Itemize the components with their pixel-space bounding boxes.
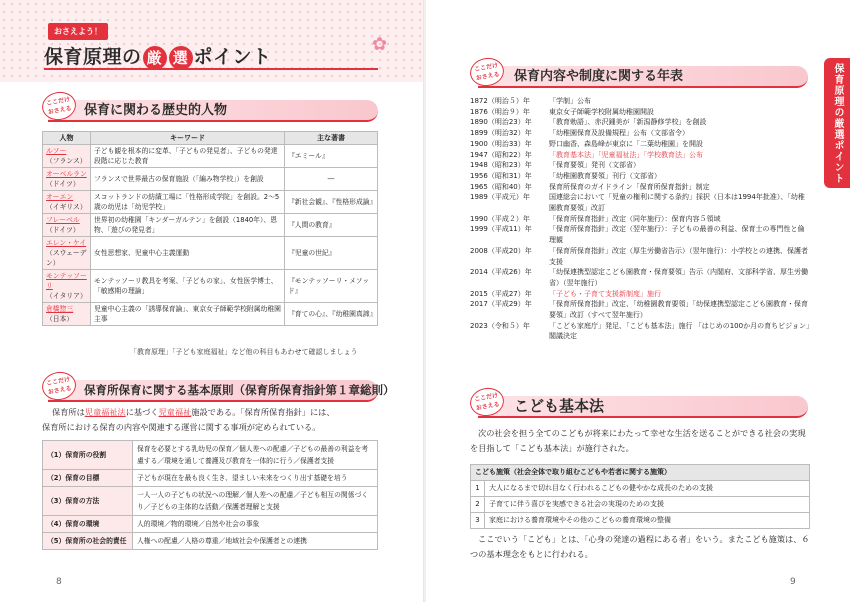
timeline-row: 1999（平成11）年 「保育所保育指針」改定（翌年施行）：子どもの最善の利益、保育士の専門性と倫理観	[470, 225, 805, 245]
timeline	[470, 96, 810, 342]
kokodake-badge: ここだけ おさえる	[468, 385, 506, 418]
timeline-row: 1948（昭和23）年 「保育要領」発刊（文部省）	[470, 161, 640, 170]
shisaku-table: こども施策（社会全体で取り組むこどもや若者に関する施策） 1 大人になるまで切れ目なく行われるこどもの健やかな成長のための支援 2 子育てに伴う喜びを実感できる社会の実現のための支援 3 家庭における養育環境やその他のこどもの養育環境の整備	[470, 464, 810, 529]
page-number: 8	[56, 577, 62, 587]
table-row: 2 子育てに伴う喜びを実感できる社会の実現のための支援	[471, 497, 810, 513]
kodomo-paragraph-2: ここでいう「こども」とは、「心身の発達の過程にある者」をいう。またこども施策は、６つの基本理念をもとに行われる。	[470, 534, 810, 559]
table-row: オーベルラン （ドイツ） フランスで世界最古の保育施設（「編み物学校」）を創設 ―	[43, 168, 378, 191]
flower-icon: ✿	[372, 34, 388, 55]
timeline-row: 2023（令和５）年 「こども家庭庁」発足、「こども基本法」施行 「はじめの100か月の育ちビジョン」閣議決定	[470, 321, 810, 341]
timeline-row: 1947（昭和22）年 「教育基本法」「児童福祉法」「学校教育法」公布	[470, 150, 703, 159]
kokodake-badge: ここだけ おさえる	[468, 55, 506, 88]
table-row: 3 家庭における養育環境やその他のこどもの養育環境の整備	[471, 513, 810, 529]
badge: おさえよう！	[48, 23, 108, 40]
table-row: フレーベル （ドイツ） 世界初の幼稚園「キンダーガルテン」を創設（1840年）、恩物、「遊びの発見者」 『人間の教育』	[43, 214, 378, 237]
section-heading-kodomo: こども基本法	[478, 396, 808, 418]
timeline-row: 2017（平成29）年 「保育所保育指針」改定、「幼稚園教育要領」「幼保連携型認定こども園教育・保育要領」改訂（すべて翌年施行）	[470, 300, 808, 320]
kokodake-badge: ここだけ おさえる	[40, 89, 78, 122]
table-row: エレン・ケイ （スウェーデン） 女性思想家、児童中心主義運動 『児童の世紀』	[43, 237, 378, 270]
timeline-row: 2008（平成20）年 「保育所保育指針」改定（厚生労働省告示）（翌年施行）：小学校との連携、保護者支援	[470, 246, 808, 266]
table-row: 倉橋惣三 （日本） 児童中心主義の「誘導保育論」、東京女子師範学校附属幼稚園主事 『育ての心』、『幼稚園真諦』	[43, 303, 378, 326]
timeline-row: 1899（明治32）年 「幼稚園保育及設備規程」公布（文部省令）	[470, 129, 689, 138]
left-page	[0, 0, 424, 602]
timeline-row: 2015（平成27）年 「子ども・子育て支援新制度」施行	[470, 289, 661, 298]
table-row: モンテッソーリ （イタリア） モンテッソーリ教具を考案、「子どもの家」、女性医学博士、「敏感期の理論」 『モンテッソーリ・メソッド』	[43, 270, 378, 303]
intro-paragraph: 保育所は児童福祉法に基づく児童福祉施設である。「保育所保育指針」には、	[52, 407, 335, 417]
table-row: （1）保育所の役割 保育を必要とする乳幼児の保育／個人差への配慮／子どもの最善の利益を考慮する／環境を通して養護及び教育を一体的に行う／保護者支援	[43, 441, 378, 470]
table-row: （2）保育の目標 子どもが現在を最も良く生き、望ましい未来をつくり出す基礎を培う	[43, 470, 378, 487]
timeline-row: 1990（平成２）年 「保育所保育指針」改定（同年施行）：保育内容５領域	[470, 214, 721, 223]
timeline-row: 1989（平成元）年 国連総会において「児童の権利に関する条約」採択（日本は1994年批准）、「幼稚園教育要領」改訂	[470, 193, 805, 213]
table-row: 1 大人になるまで切れ目なく行われるこどもの健やかな成長のための支援	[471, 481, 810, 497]
table-row: （3）保育の方法 一人一人の子どもの状況への理解／個人差への配慮／子ども相互の関係づくり／子どもの主体的な活動／保護者理解と支援	[43, 487, 378, 516]
page-number: 9	[790, 577, 796, 587]
table-note: 「教育原理」「子ども家庭福祉」など他の科目もあわせて確認しましょう	[130, 348, 358, 356]
section-heading-principles: 保育所保育に関する基本原則（保育所保育指針第１章総則）	[48, 380, 378, 402]
timeline-row: 2014（平成26）年 「幼保連携型認定こども園教育・保育要領」告示（内閣府、文部科学省、厚生労働省）（翌年施行）	[470, 268, 808, 287]
kokodake-badge: ここだけ おさえる	[40, 369, 78, 402]
section-heading-people: 保育に関わる歴史的人物	[48, 100, 378, 122]
timeline-row: 1956（昭和31）年 「幼稚園教育要領」刊行（文部省）	[470, 171, 661, 180]
side-tab: 保育原理の厳選ポイント	[824, 58, 850, 188]
page-title: 保育原理の 厳 選 ポイント	[44, 46, 272, 68]
table-row: オーエン （イギリス） スコットランドの紡績工場に「性格形成学院」を創設。2～5歳の幼児は「幼児学校」 『新社会観』、『性格形成論』	[43, 191, 378, 214]
people-table: 人物 キーワード 主な著書 ルソー （フランス） 子ども観を根本的に変革、「子どもの発見者」、子どもの発達段階に応じた教育 『エミール』 オーベルラン （ドイツ） フランスで世界最古の保育施設（「編み物学校」）を創設 ― オーエン （イギリス） スコットランドの紡績工場に「性格形成学院」を創設。2～5歳の幼児は「幼児学校」 『新社会観』、『性格形成論』 フレーベル （ドイツ） 世界初の幼稚園「キンダーガルテン」を創設（1840年）、恩物、「遊びの発見者」 『人間の教育』 エレン・ケイ （スウェーデン） 女性思想家、児童中心主義運動 『児童の世紀』 モンテッソーリ （イタリア） モンテッソーリ教具を考案、「子どもの家」、女性医学博士、「敏感期の理論」 『モンテッソーリ・メソッド』 倉橋惣三 （日本） 児童中心主義の「誘導保育論」、東京女子師範学校附属幼稚園主事 『育ての心』、『幼稚園真諦』	[42, 131, 378, 326]
timeline-row: 1900（明治33）年 野口幽香、森島峰が東京に「二葉幼稚園」を開設	[470, 139, 703, 148]
timeline-row: 1965（昭和40）年 保育所保育のガイドライン「保育所保育指針」制定	[470, 182, 710, 191]
timeline-row: 1890（明治23）年 「教育勅語」、赤沢鍾美が「新潟静修学校」を創設	[470, 118, 707, 127]
timeline-row: 1872（明治５）年 「学制」公布	[470, 97, 591, 105]
kodomo-paragraph: 次の社会を担う全てのこどもが将来にわたって幸せな生活を送ることができる社会の実現を目指して「こども基本法」が施行された。	[470, 428, 806, 453]
table-row: （4）保育の環境 人的環境／物的環境／自然や社会の事象	[43, 516, 378, 533]
table-row: ルソー （フランス） 子ども観を根本的に変革、「子どもの発見者」、子どもの発達段階に応じた教育 『エミール』	[43, 145, 378, 168]
section-heading-timeline: 保育内容や制度に関する年表	[478, 66, 808, 88]
timeline-row: 1876（明治９）年 東京女子師範学校附属幼稚園開設	[470, 107, 654, 116]
table-row: （5）保育所の社会的責任 人権への配慮／人格の尊重／地域社会や保護者との連携	[43, 533, 378, 550]
title-underline	[44, 68, 378, 70]
intro-paragraph-line2: 保育所における保育の内容や関連する運営に関する事項が定められている。	[42, 422, 321, 432]
principles-table	[42, 440, 378, 550]
